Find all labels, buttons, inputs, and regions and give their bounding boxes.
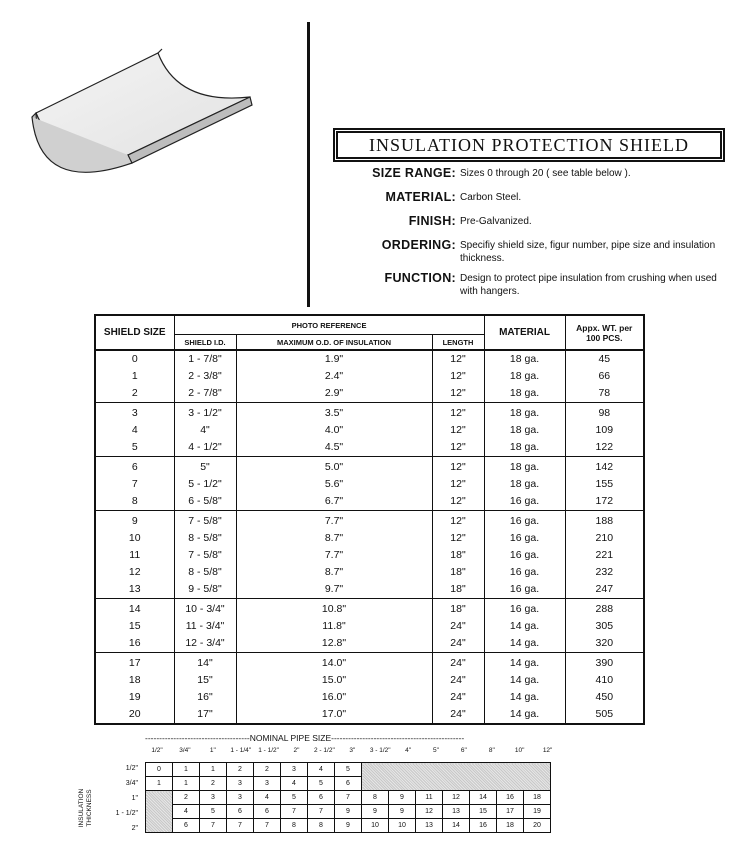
cell-weight: 155 (565, 476, 644, 493)
pipe-cell: 6 (335, 777, 362, 791)
cell-max-od: 5.6" (236, 476, 432, 493)
cell-max-od: 7.7" (236, 547, 432, 564)
cell-material: 16 ga. (484, 493, 565, 511)
pipe-table-row (146, 805, 551, 819)
pipe-size-header: 3/4" (179, 747, 191, 754)
shield-illustration (28, 45, 268, 195)
pipe-cell: 8 (308, 819, 335, 833)
cell-material: 16 ga. (484, 511, 565, 531)
pipe-size-header: 6" (460, 747, 467, 754)
cell-material: 14 ga. (484, 618, 565, 635)
cell-shield-size: 10 (95, 530, 174, 547)
cell-shield-size: 8 (95, 493, 174, 511)
spec-value: Specifiy shield size, figur number, pipe size and insulation thickness. (460, 240, 716, 264)
cell-length: 18" (432, 599, 484, 619)
cell-material: 18 ga. (484, 350, 565, 368)
cell-shield-id: 15" (174, 672, 236, 689)
table-row (95, 706, 644, 724)
cell-shield-size: 3 (95, 403, 174, 423)
pipe-cell: 10 (389, 819, 416, 833)
not-applicable-region (146, 791, 173, 833)
cell-shield-id: 4 - 1/2" (174, 439, 236, 457)
header-weight: Appx. WT. per 100 PCS. (565, 315, 644, 350)
header-shield-id: SHIELD I.D. (174, 335, 236, 351)
pipe-cell: 4 (308, 763, 335, 777)
cell-length: 12" (432, 476, 484, 493)
table-row (95, 403, 644, 423)
cell-max-od: 8.7" (236, 564, 432, 581)
cell-material: 14 ga. (484, 689, 565, 706)
pipe-cell: 4 (173, 805, 200, 819)
table-row (95, 476, 644, 493)
page-title: INSULATION PROTECTION SHIELD (336, 131, 722, 159)
pipe-size-header: 1 - 1/4" (230, 747, 252, 754)
cell-weight: 172 (565, 493, 644, 511)
pipe-cell: 12 (443, 791, 470, 805)
pipe-cell: 16 (470, 819, 497, 833)
cell-length: 18" (432, 547, 484, 564)
thickness-label: 1" (131, 795, 138, 802)
pipe-size-header: 1 - 1/2" (258, 747, 279, 754)
pipe-cell: 8 (281, 819, 308, 833)
cell-weight: 247 (565, 581, 644, 599)
cell-weight: 210 (565, 530, 644, 547)
pipe-cell: 7 (281, 805, 308, 819)
cell-shield-id: 4" (174, 422, 236, 439)
cell-weight: 288 (565, 599, 644, 619)
cell-length: 12" (432, 422, 484, 439)
cell-max-od: 10.8" (236, 599, 432, 619)
pipe-cell: 2 (173, 791, 200, 805)
shield-size-table (94, 314, 645, 725)
cell-material: 16 ga. (484, 530, 565, 547)
cell-shield-id: 11 - 3/4" (174, 618, 236, 635)
cell-weight: 142 (565, 457, 644, 477)
pipe-cell: 9 (335, 805, 362, 819)
pipe-cell: 3 (281, 763, 308, 777)
header-shield-size: SHIELD SIZE (95, 315, 174, 350)
pipe-size-header: 8" (488, 747, 495, 754)
cell-weight: 450 (565, 689, 644, 706)
pipe-cell: 7 (200, 819, 227, 833)
pipe-cell: 15 (470, 805, 497, 819)
thickness-label: 1/2" (125, 765, 138, 772)
cell-shield-size: 11 (95, 547, 174, 564)
cell-shield-id: 12 - 3/4" (174, 635, 236, 653)
cell-length: 24" (432, 689, 484, 706)
header-material: MATERIAL (484, 315, 565, 350)
cell-weight: 66 (565, 368, 644, 385)
pipe-cell: 17 (497, 805, 524, 819)
pipe-cell: 4 (254, 791, 281, 805)
cell-shield-id: 3 - 1/2" (174, 403, 236, 423)
pipe-cell: 9 (389, 791, 416, 805)
cell-length: 18" (432, 581, 484, 599)
pipe-cell: 3 (227, 791, 254, 805)
cell-material: 18 ga. (484, 422, 565, 439)
cell-shield-id: 6 - 5/8" (174, 493, 236, 511)
cell-shield-size: 9 (95, 511, 174, 531)
cell-max-od: 17.0" (236, 706, 432, 724)
pipe-size-header: 2 - 1/2" (314, 747, 335, 754)
cell-max-od: 5.0" (236, 457, 432, 477)
pipe-cell: 2 (254, 763, 281, 777)
cell-max-od: 11.8" (236, 618, 432, 635)
cell-weight: 232 (565, 564, 644, 581)
cell-shield-id: 9 - 5/8" (174, 581, 236, 599)
cell-max-od: 9.7" (236, 581, 432, 599)
table-row (95, 653, 644, 673)
pipe-cell: 0 (146, 763, 173, 777)
cell-length: 12" (432, 530, 484, 547)
table-row (95, 439, 644, 457)
pipe-cell: 12 (416, 805, 443, 819)
pipe-cell: 5 (308, 777, 335, 791)
table-row (95, 581, 644, 599)
pipe-cell: 1 (146, 777, 173, 791)
spec-label: MATERIAL: (385, 190, 456, 204)
cell-max-od: 3.5" (236, 403, 432, 423)
cell-weight: 78 (565, 385, 644, 403)
cell-max-od: 4.5" (236, 439, 432, 457)
cell-length: 12" (432, 350, 484, 368)
pipe-table-row (146, 819, 551, 833)
cell-weight: 45 (565, 350, 644, 368)
cell-length: 12" (432, 439, 484, 457)
cell-max-od: 7.7" (236, 511, 432, 531)
pipe-size-header: 3" (349, 747, 356, 754)
table-row (95, 511, 644, 531)
cell-material: 18 ga. (484, 457, 565, 477)
cell-shield-size: 1 (95, 368, 174, 385)
cell-material: 18 ga. (484, 385, 565, 403)
pipe-cell: 2 (200, 777, 227, 791)
pipe-size-header: 1/2" (151, 747, 163, 754)
cell-shield-id: 8 - 5/8" (174, 564, 236, 581)
spec-value: Pre-Galvanized. (460, 216, 532, 227)
cell-material: 14 ga. (484, 635, 565, 653)
thickness-label: 1 - 1/2" (115, 810, 138, 817)
cell-length: 24" (432, 672, 484, 689)
cell-length: 24" (432, 706, 484, 724)
table-row (95, 530, 644, 547)
cell-shield-size: 17 (95, 653, 174, 673)
cell-length: 12" (432, 368, 484, 385)
pipe-cell: 14 (443, 819, 470, 833)
cell-shield-size: 6 (95, 457, 174, 477)
cell-max-od: 6.7" (236, 493, 432, 511)
spec-value: Sizes 0 through 20 ( see table below ). (460, 168, 631, 179)
insulation-thickness-label: INSULATION THICKNESS (78, 788, 93, 828)
pipe-cell: 1 (173, 763, 200, 777)
not-applicable-region (362, 763, 551, 791)
pipe-cell: 11 (416, 791, 443, 805)
cell-material: 18 ga. (484, 476, 565, 493)
cell-material: 18 ga. (484, 439, 565, 457)
cell-shield-id: 10 - 3/4" (174, 599, 236, 619)
cell-shield-id: 5" (174, 457, 236, 477)
pipe-cell: 5 (335, 763, 362, 777)
cell-max-od: 12.8" (236, 635, 432, 653)
spec-label: FINISH: (408, 214, 456, 228)
pipe-cell: 9 (335, 819, 362, 833)
pipe-size-header: 3 - 1/2" (369, 747, 391, 754)
cell-max-od: 8.7" (236, 530, 432, 547)
spec-value: Carbon Steel. (460, 192, 522, 203)
cell-weight: 221 (565, 547, 644, 564)
pipe-cell: 14 (470, 791, 497, 805)
cell-shield-size: 5 (95, 439, 174, 457)
pipe-cell: 7 (254, 819, 281, 833)
pipe-cell: 4 (281, 777, 308, 791)
cell-shield-id: 5 - 1/2" (174, 476, 236, 493)
table-row (95, 564, 644, 581)
pipe-cell: 7 (335, 791, 362, 805)
pipe-cell: 9 (389, 805, 416, 819)
pipe-cell: 6 (254, 805, 281, 819)
pipe-size-table (145, 762, 551, 833)
cell-shield-id: 16" (174, 689, 236, 706)
pipe-table-row (146, 763, 551, 777)
cell-material: 14 ga. (484, 672, 565, 689)
header-photo-reference: PHOTO REFERENCE (174, 315, 484, 335)
pipe-cell: 13 (443, 805, 470, 819)
pipe-cell: 1 (173, 777, 200, 791)
table-row (95, 672, 644, 689)
header-max-od: MAXIMUM O.D. OF INSULATION (236, 335, 432, 351)
cell-max-od: 1.9" (236, 350, 432, 368)
cell-shield-size: 14 (95, 599, 174, 619)
pipe-size-header: 10" (514, 747, 525, 754)
spec-value: Design to protect pipe insulation from crushing when used with hangers. (460, 273, 717, 297)
pipe-size-header: 1" (209, 747, 216, 754)
cell-max-od: 2.9" (236, 385, 432, 403)
table-row (95, 350, 644, 368)
table-row (95, 618, 644, 635)
cell-weight: 109 (565, 422, 644, 439)
pipe-cell: 3 (227, 777, 254, 791)
pipe-cell: 2 (227, 763, 254, 777)
pipe-cell: 5 (281, 791, 308, 805)
cell-max-od: 4.0" (236, 422, 432, 439)
pipe-size-header: 5" (433, 747, 439, 754)
cell-material: 14 ga. (484, 653, 565, 673)
table-row (95, 547, 644, 564)
cell-shield-id: 14" (174, 653, 236, 673)
pipe-size-header: 4" (405, 747, 412, 754)
cell-weight: 505 (565, 706, 644, 724)
pipe-cell: 3 (200, 791, 227, 805)
cell-shield-id: 8 - 5/8" (174, 530, 236, 547)
cell-material: 18 ga. (484, 403, 565, 423)
table-row (95, 422, 644, 439)
cell-weight: 410 (565, 672, 644, 689)
nominal-pipe-size-title: -------------------------------------NOMINAL PIPE SIZE----------------------------------------------- (145, 733, 465, 743)
cell-shield-size: 18 (95, 672, 174, 689)
table-row (95, 493, 644, 511)
cell-length: 24" (432, 653, 484, 673)
pipe-cell: 7 (227, 819, 254, 833)
cell-shield-size: 16 (95, 635, 174, 653)
cell-shield-id: 2 - 7/8" (174, 385, 236, 403)
cell-shield-size: 13 (95, 581, 174, 599)
spec-label: SIZE RANGE: (372, 166, 456, 180)
pipe-size-header: 2" (293, 747, 300, 754)
cell-weight: 188 (565, 511, 644, 531)
thickness-label: 2" (131, 825, 138, 832)
pipe-cell: 8 (362, 791, 389, 805)
table-row (95, 385, 644, 403)
cell-max-od: 15.0" (236, 672, 432, 689)
pipe-cell: 18 (497, 819, 524, 833)
cell-shield-size: 0 (95, 350, 174, 368)
cell-max-od: 2.4" (236, 368, 432, 385)
pipe-size-header: 12" (542, 747, 553, 754)
cell-weight: 122 (565, 439, 644, 457)
pipe-cell: 1 (200, 763, 227, 777)
cell-length: 12" (432, 493, 484, 511)
cell-shield-id: 17" (174, 706, 236, 724)
cell-length: 24" (432, 618, 484, 635)
cell-shield-size: 12 (95, 564, 174, 581)
pipe-cell: 10 (362, 819, 389, 833)
pipe-cell: 13 (416, 819, 443, 833)
table-row (95, 368, 644, 385)
vertical-divider (307, 22, 310, 307)
cell-material: 14 ga. (484, 706, 565, 724)
cell-shield-size: 19 (95, 689, 174, 706)
cell-length: 12" (432, 457, 484, 477)
pipe-cell: 19 (524, 805, 551, 819)
cell-material: 16 ga. (484, 564, 565, 581)
pipe-cell: 7 (308, 805, 335, 819)
cell-length: 12" (432, 403, 484, 423)
cell-weight: 305 (565, 618, 644, 635)
cell-shield-size: 7 (95, 476, 174, 493)
pipe-cell: 9 (362, 805, 389, 819)
cell-length: 18" (432, 564, 484, 581)
cell-material: 16 ga. (484, 547, 565, 564)
thickness-label: 3/4" (125, 780, 138, 787)
pipe-cell: 18 (524, 791, 551, 805)
pipe-cell: 16 (497, 791, 524, 805)
cell-max-od: 16.0" (236, 689, 432, 706)
pipe-cell: 6 (227, 805, 254, 819)
cell-shield-size: 20 (95, 706, 174, 724)
cell-shield-size: 4 (95, 422, 174, 439)
cell-max-od: 14.0" (236, 653, 432, 673)
table-row (95, 457, 644, 477)
cell-length: 24" (432, 635, 484, 653)
cell-length: 12" (432, 385, 484, 403)
cell-shield-size: 15 (95, 618, 174, 635)
pipe-cell: 3 (254, 777, 281, 791)
cell-material: 16 ga. (484, 599, 565, 619)
spec-label: FUNCTION: (384, 271, 456, 285)
pipe-cell: 6 (173, 819, 200, 833)
cell-shield-id: 1 - 7/8" (174, 350, 236, 368)
cell-shield-size: 2 (95, 385, 174, 403)
header-length: LENGTH (432, 335, 484, 351)
pipe-cell: 20 (524, 819, 551, 833)
cell-weight: 98 (565, 403, 644, 423)
table-row (95, 635, 644, 653)
cell-material: 16 ga. (484, 581, 565, 599)
cell-weight: 390 (565, 653, 644, 673)
table-row (95, 599, 644, 619)
cell-shield-id: 2 - 3/8" (174, 368, 236, 385)
cell-weight: 320 (565, 635, 644, 653)
table-row (95, 689, 644, 706)
pipe-cell: 5 (200, 805, 227, 819)
cell-shield-id: 7 - 5/8" (174, 511, 236, 531)
shield-table-body (95, 350, 644, 724)
pipe-table-row (146, 791, 551, 805)
spec-label: ORDERING: (381, 238, 456, 252)
pipe-cell: 6 (308, 791, 335, 805)
cell-material: 18 ga. (484, 368, 565, 385)
cell-shield-id: 7 - 5/8" (174, 547, 236, 564)
cell-length: 12" (432, 511, 484, 531)
